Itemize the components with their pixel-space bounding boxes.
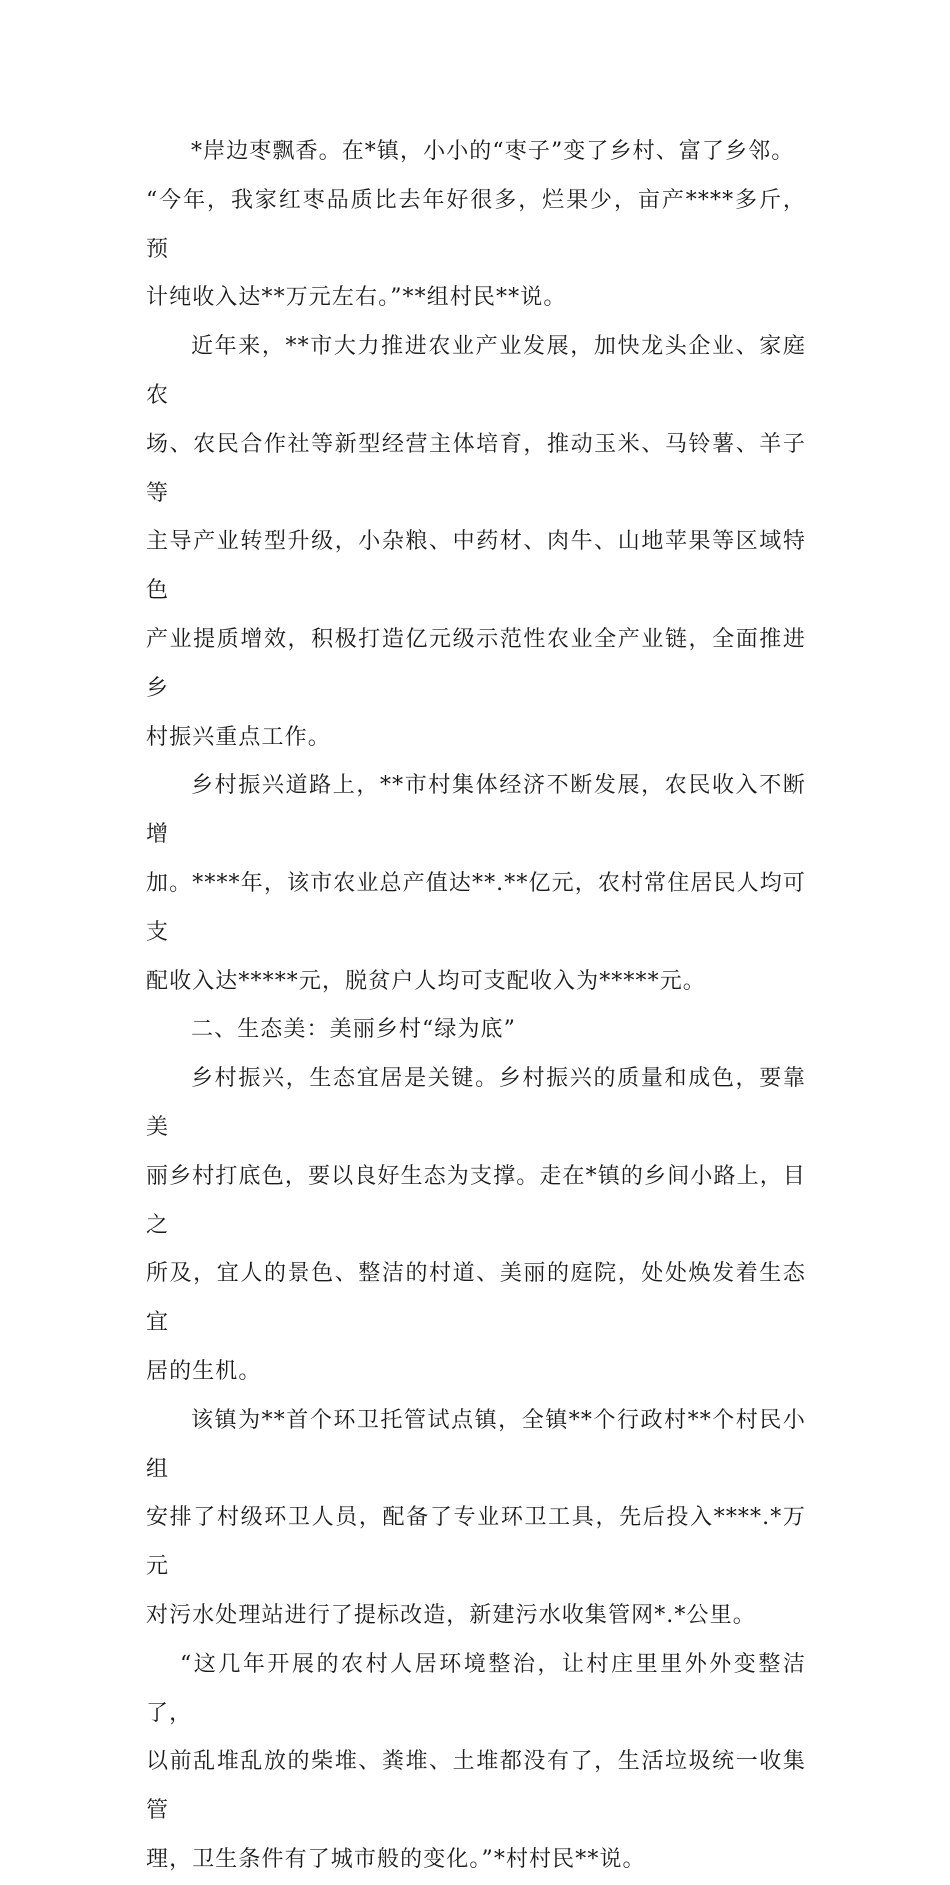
paragraph-4-line-1: 乡村振兴，生态宜居是关键。乡村振兴的质量和成色，要靠美 — [146, 1066, 806, 1140]
section-heading — [146, 1006, 806, 1055]
paragraph-1-line-1: *岸边枣飘香。在*镇，小小的“枣子”变了乡村、富了乡邻。 — [191, 139, 795, 164]
paragraph-3-line-3: 配收入达*****元，脱贫户人均可支配收入为*****元。 — [146, 968, 706, 994]
paragraph-2-line-1: 近年来，**市大力推进农业产业发展，加快龙头企业、家庭农 — [146, 334, 806, 408]
paragraph-2-line-4: 产业提质增效，积极打造亿元级示范性农业全产业链，全面推进乡 — [146, 626, 806, 701]
paragraph-1-line-2: “今年，我家红枣品质比去年好很多，烂果少，亩产****多斤，预 — [146, 187, 806, 262]
paragraph-6-line-2: 以前乱堆乱放的柴堆、粪堆、土堆都没有了，生活垃圾统一收集管 — [146, 1749, 806, 1824]
paragraph-3-line-1: 乡村振兴道路上，**市村集体经济不断发展，农民收入不断增 — [146, 773, 806, 848]
paragraph-5-line-3: 对污水处理站进行了提标改造，新建污水收集管网*.*公里。 — [146, 1602, 756, 1628]
paragraph-6-line-3: 理，卫生条件有了城市般的变化。”*村村民**说。 — [146, 1846, 646, 1872]
paragraph-5-line-1: 该镇为**首个环卫托管试点镇，全镇**个行政村**个村民小组 — [146, 1407, 806, 1482]
document-page — [146, 128, 806, 1885]
paragraph-3-line-2: 加。****年，该市农业总产值达**.**亿元，农村常住居民人均可支 — [146, 870, 806, 945]
section-heading-text: 二、生态美：美丽乡村“绿为底” — [191, 1017, 516, 1043]
paragraph-3 — [146, 762, 806, 1006]
paragraph-2-line-2: 场、农民合作社等新型经营主体培育，推动玉米、马铃薯、羊子等 — [146, 431, 806, 506]
paragraph-2-line-3: 主导产业转型升级，小杂粮、中药材、肉牛、山地苹果等区域特色 — [146, 529, 806, 604]
paragraph-4 — [146, 1055, 806, 1397]
paragraph-4-line-2: 丽乡村打底色，要以良好生态为支撑。走在*镇的乡间小路上，目之 — [146, 1163, 806, 1238]
paragraph-6-line-1: “这几年开展的农村人居环境整治，让村庄里里外外变整洁了， — [146, 1651, 806, 1726]
paragraph-2-line-5: 村振兴重点工作。 — [146, 724, 331, 750]
paragraph-1 — [146, 128, 806, 323]
paragraph-4-line-3: 所及，宜人的景色、整洁的村道、美丽的庭院，处处焕发着生态宜 — [146, 1261, 806, 1336]
paragraph-5 — [146, 1397, 806, 1641]
paragraph-5-line-2: 安排了村级环卫人员，配备了专业环卫工具，先后投入****.*万元 — [146, 1505, 806, 1580]
paragraph-2 — [146, 323, 806, 762]
paragraph-1-line-3: 计纯收入达**万元左右。”**组村民**说。 — [146, 285, 567, 311]
paragraph-6 — [146, 1641, 806, 1885]
paragraph-4-line-4: 居的生机。 — [146, 1358, 262, 1384]
